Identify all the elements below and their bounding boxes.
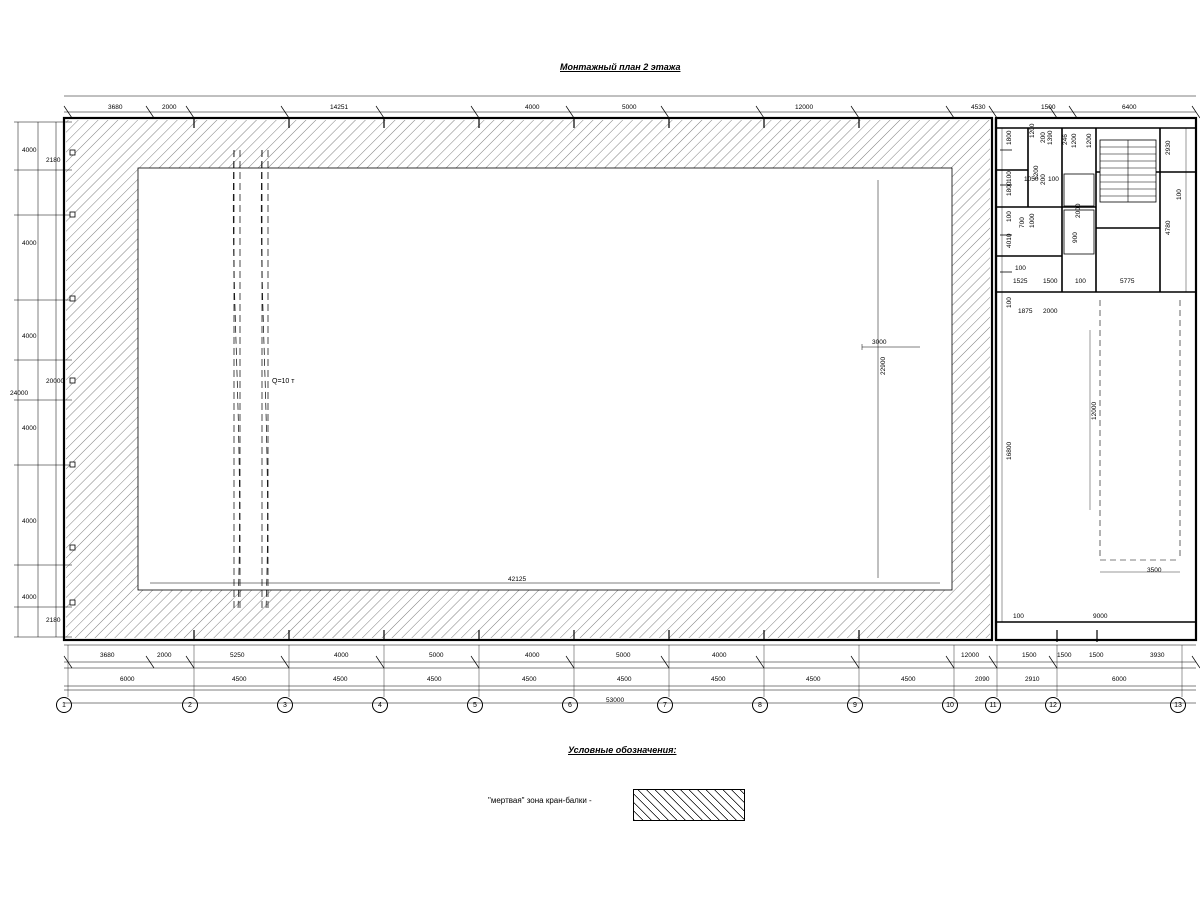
bottom-dimension: 5250 <box>230 652 245 659</box>
interior-dimension: 22900 <box>880 356 887 375</box>
bottom-dimension: 4500 <box>522 676 537 683</box>
page-title: Монтажный план 2 этажа <box>560 62 681 72</box>
crane-capacity-label: Q=10 т <box>272 378 295 385</box>
annex-dimension: 1525 <box>1013 278 1028 285</box>
overall-length-dimension: 53000 <box>606 697 625 704</box>
legend-hatch-swatch <box>633 789 745 821</box>
left-dimension: 4000 <box>22 594 37 601</box>
annex-dimension: 2930 <box>1165 140 1172 155</box>
grid-bubble-5: 5 <box>467 697 483 713</box>
bottom-dimension: 1500 <box>1022 652 1037 659</box>
bottom-dimension: 4500 <box>711 676 726 683</box>
bottom-dimension: 3930 <box>1150 652 1165 659</box>
annex-dimension: 1800 <box>1006 181 1013 196</box>
left-dimension: 4000 <box>22 240 37 247</box>
grid-bubble-2: 2 <box>182 697 198 713</box>
top-dimension: 4530 <box>971 104 986 111</box>
bottom-dimension: 4500 <box>232 676 247 683</box>
left-dimension: 4000 <box>22 333 37 340</box>
left-dimension: 24000 <box>10 390 29 397</box>
left-dimension: 4000 <box>22 518 37 525</box>
annex-dimension: 5775 <box>1120 278 1135 285</box>
left-dimension: 20000 <box>46 378 65 385</box>
bottom-dimension: 4000 <box>712 652 727 659</box>
bottom-dimension: 3680 <box>100 652 115 659</box>
bottom-dimension: 4500 <box>333 676 348 683</box>
bottom-dimension: 2000 <box>157 652 172 659</box>
annex-dimension: 100 <box>1006 211 1013 222</box>
annex-dimension: 1200 <box>1029 123 1036 138</box>
top-dimension: 12000 <box>795 104 814 111</box>
bottom-dimension: 6000 <box>1112 676 1127 683</box>
top-dimension: 6400 <box>1122 104 1137 111</box>
annex-dimension: 100 <box>1176 189 1183 200</box>
top-dimension: 4000 <box>525 104 540 111</box>
legend-item-label: "мертвая" зона кран-балки - <box>488 796 592 805</box>
annex-dimension: 1200 <box>1033 165 1040 180</box>
top-dimension: 2000 <box>162 104 177 111</box>
annex-dimension: 100 <box>1015 265 1026 272</box>
annex-dimension: 1200 <box>1071 133 1078 148</box>
annex-dimension: 2000 <box>1043 308 1058 315</box>
left-dimension: 2180 <box>46 157 61 164</box>
bottom-dimension: 5000 <box>429 652 444 659</box>
top-dimension: 1500 <box>1041 104 1056 111</box>
bottom-dimension: 4000 <box>334 652 349 659</box>
bottom-dimension: 1500 <box>1089 652 1104 659</box>
grid-bubble-4: 4 <box>372 697 388 713</box>
annex-dimension: 1000 <box>1029 213 1036 228</box>
grid-bubble-3: 3 <box>277 697 293 713</box>
top-dimension: 14251 <box>330 104 349 111</box>
annex-dimension: 100 <box>1048 176 1059 183</box>
grid-bubble-12: 12 <box>1045 697 1061 713</box>
annex-dimension: 200 <box>1040 132 1047 143</box>
left-dimension: 4000 <box>22 147 37 154</box>
annex-dimension: 9000 <box>1093 613 1108 620</box>
annex-dimension: 1200 <box>1086 133 1093 148</box>
bottom-dimension: 2910 <box>1025 676 1040 683</box>
annex-dimension: 246 <box>1062 134 1069 145</box>
annex-dimension: 900 <box>1072 232 1079 243</box>
annex-dimension: 200 <box>1040 174 1047 185</box>
annex-dimension: 4780 <box>1165 220 1172 235</box>
bottom-dimension: 6000 <box>120 676 135 683</box>
annex-dimension: 1800 <box>1006 130 1013 145</box>
annex-dimension: 100 <box>1013 613 1024 620</box>
interior-dimension: 3000 <box>872 339 887 346</box>
bottom-dimension: 12000 <box>961 652 980 659</box>
left-dimension: 4000 <box>22 425 37 432</box>
annex-dimension: 4010 <box>1006 233 1013 248</box>
grid-bubble-9: 9 <box>847 697 863 713</box>
annex-dimension: 1050 <box>1024 176 1039 183</box>
grid-bubble-6: 6 <box>562 697 578 713</box>
bottom-dimension: 2090 <box>975 676 990 683</box>
annex-dimension: 100 <box>1006 297 1013 308</box>
annex-dimension: 3500 <box>1147 567 1162 574</box>
top-dimension: 3680 <box>108 104 123 111</box>
grid-bubble-11: 11 <box>985 697 1001 713</box>
legend-title: Условные обозначения: <box>568 745 677 755</box>
annex-dimension: 100 <box>1075 278 1086 285</box>
annex-dimension: 12000 <box>1091 401 1098 420</box>
annex-dimension: 16800 <box>1006 441 1013 460</box>
annex-dimension: 1390 <box>1047 130 1054 145</box>
annex-dimension: 100 <box>1006 171 1013 182</box>
grid-bubble-1: 1 <box>56 697 72 713</box>
interior-dimension: 42125 <box>508 576 527 583</box>
bottom-dimension: 5000 <box>616 652 631 659</box>
grid-bubble-8: 8 <box>752 697 768 713</box>
bottom-dimension: 4500 <box>806 676 821 683</box>
annex-dimension: 2000 <box>1075 203 1082 218</box>
annex-dimension: 700 <box>1019 217 1026 228</box>
annex-dimension: 1500 <box>1043 278 1058 285</box>
grid-bubble-7: 7 <box>657 697 673 713</box>
left-dimension: 2180 <box>46 617 61 624</box>
annex-dimension: 1875 <box>1018 308 1033 315</box>
bottom-dimension: 4000 <box>525 652 540 659</box>
grid-bubble-10: 10 <box>942 697 958 713</box>
bottom-dimension: 1500 <box>1057 652 1072 659</box>
top-dimension: 5000 <box>622 104 637 111</box>
grid-bubble-13: 13 <box>1170 697 1186 713</box>
bottom-dimension: 4500 <box>901 676 916 683</box>
bottom-dimension: 4500 <box>617 676 632 683</box>
bottom-dimension: 4500 <box>427 676 442 683</box>
